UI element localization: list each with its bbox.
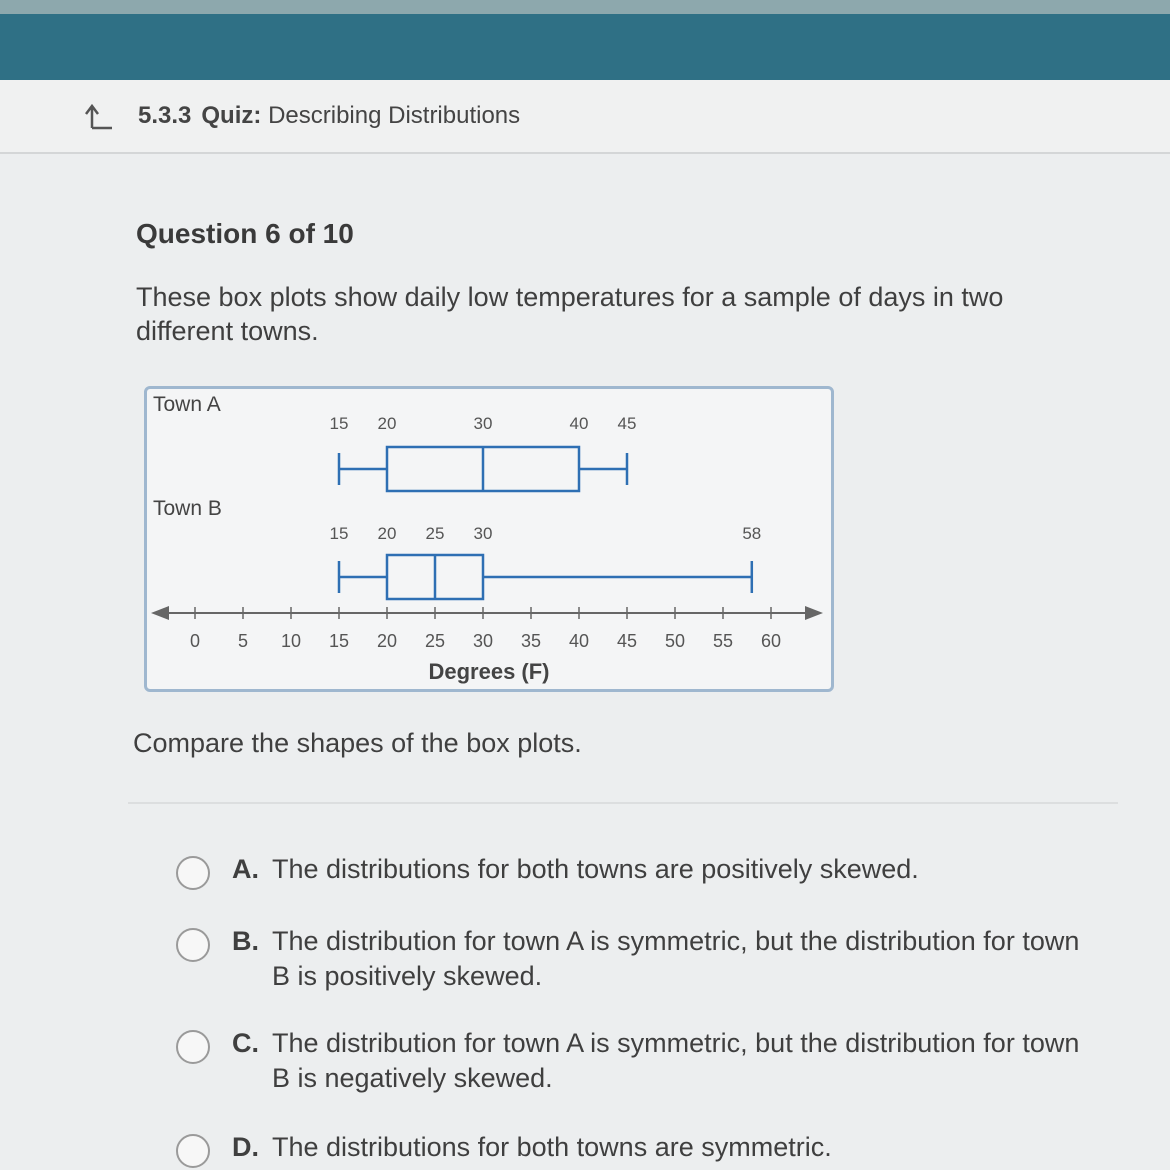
question-prompt: These box plots show daily low temperatures for a sample of days in two different towns.: [136, 282, 1004, 346]
question-number: Question 6 of 10: [136, 218, 354, 249]
x-tick-label: 35: [520, 631, 542, 651]
radio-button[interactable]: [176, 1134, 210, 1168]
back-arrow-icon[interactable]: [84, 100, 116, 132]
top-strip: [0, 0, 1170, 14]
axis-arrow-left: [151, 606, 169, 620]
x-tick-label: 20: [376, 631, 398, 651]
value-label: 30: [473, 524, 493, 543]
value-label: 30: [473, 414, 493, 433]
value-label: 20: [377, 524, 397, 543]
app-top-bar: [0, 0, 1170, 80]
option-text: The distribution for town A is symmetric, but the distribution for town B is negatively skewed.: [272, 1028, 1080, 1093]
box-plot-chart: [144, 386, 834, 692]
x-tick-label: 30: [472, 631, 494, 651]
x-tick-label: 55: [712, 631, 734, 651]
x-tick-label: 10: [280, 631, 302, 651]
value-label: 15: [329, 414, 349, 433]
series-name: Town B: [153, 497, 222, 520]
value-label: 20: [377, 414, 397, 433]
axis-arrow-right: [805, 606, 823, 620]
quiz-label: Quiz:: [201, 102, 262, 129]
section-number: 5.3.3: [138, 102, 192, 129]
option-letter: C.: [232, 1028, 259, 1058]
value-label: 25: [425, 524, 445, 543]
radio-button[interactable]: [176, 856, 210, 890]
option-text: The distribution for town A is symmetric, but the distribution for town B is positively skewed.: [272, 926, 1080, 991]
option-text: The distributions for both towns are positively skewed.: [272, 854, 919, 884]
x-tick-label: 25: [424, 631, 446, 651]
value-label: 45: [617, 414, 637, 433]
quiz-title: Describing Distributions: [268, 102, 521, 129]
option-text: The distributions for both towns are symmetric.: [272, 1132, 832, 1162]
value-label: 15: [329, 524, 349, 543]
x-tick-label: 15: [328, 631, 350, 651]
question-instruction: Compare the shapes of the box plots.: [133, 728, 582, 758]
option-letter: B.: [232, 926, 259, 956]
value-label: 58: [742, 524, 762, 543]
x-tick-label: 45: [616, 631, 638, 651]
x-tick-label: 40: [568, 631, 590, 651]
value-label: 40: [569, 414, 589, 433]
x-tick-label: 0: [189, 631, 201, 651]
radio-button[interactable]: [176, 928, 210, 962]
breadcrumb: [138, 100, 520, 132]
x-tick-label: 60: [760, 631, 782, 651]
x-tick-label: 5: [237, 631, 249, 651]
option-letter: A.: [232, 854, 259, 884]
series-name: Town A: [153, 393, 221, 416]
option-letter: D.: [232, 1132, 259, 1162]
x-axis-title: Degrees (F): [428, 659, 550, 684]
box-plot-svg: [147, 389, 831, 689]
x-tick-label: 50: [664, 631, 686, 651]
divider: [128, 802, 1118, 804]
radio-button[interactable]: [176, 1030, 210, 1064]
